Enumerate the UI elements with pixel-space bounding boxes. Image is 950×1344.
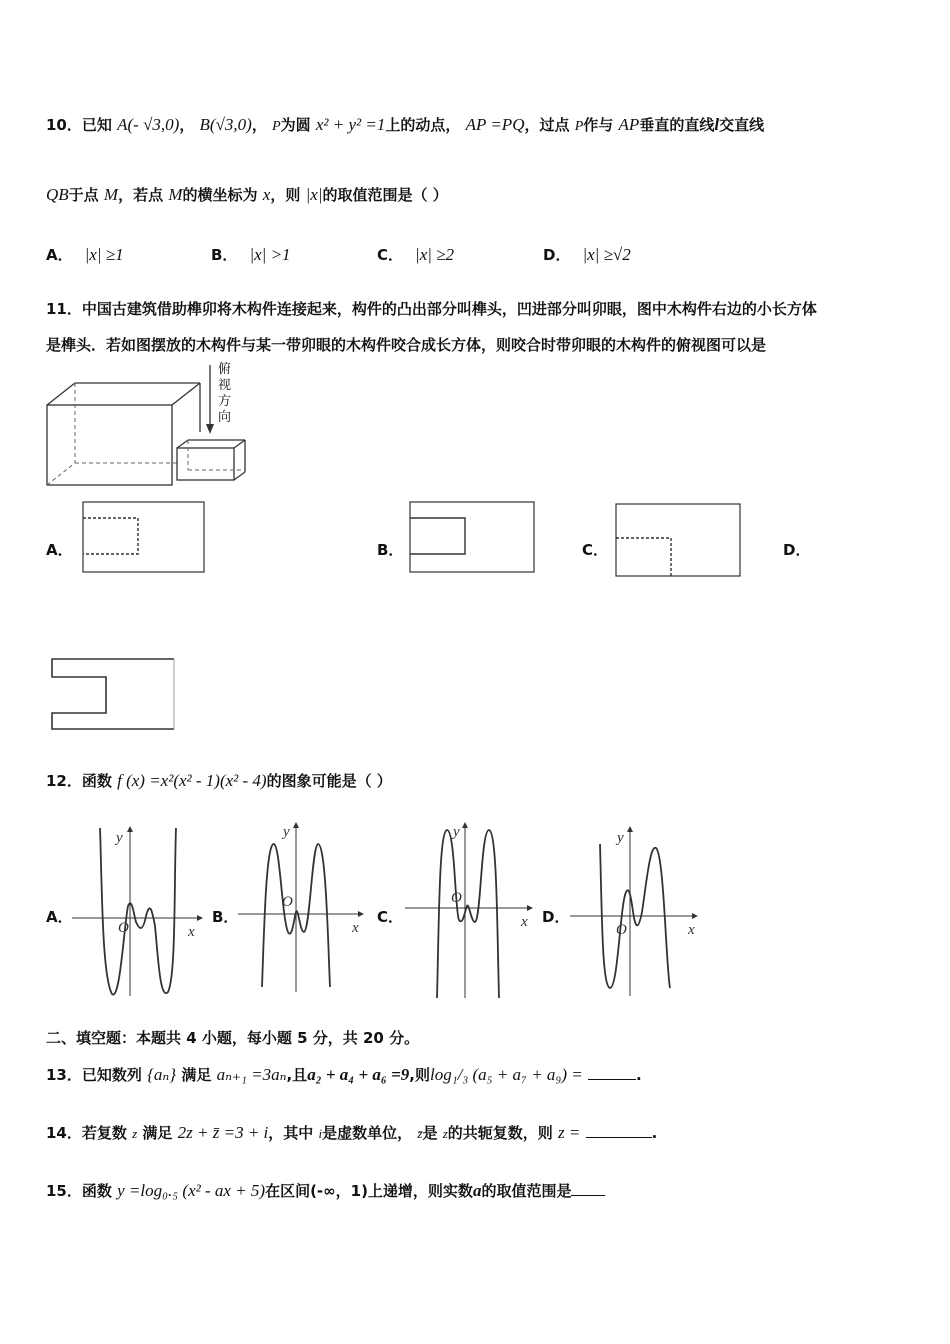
q11-line2: 是榫头．若如图摆放的木构件与某一带卯眼的木构件咬合成长方体，则咬合时带卯眼的木构件的俯视图可以是: [46, 336, 767, 354]
q12-graph-a: [72, 826, 202, 1001]
svg-text:x: x: [188, 924, 195, 940]
q13-stem: 13．已知数列 {aₙ} 满足 aₙ₊₁ =3aₙ,且a₂ + a₄ + a₆ =9,则log₁/₃ (a₅ + a₇ + a₉) = .: [46, 1065, 642, 1084]
q11-label-d: D．: [783, 541, 811, 559]
q14-stem: 14．若复数 z 满足 2z + z̄ =3 + i，其中 i是虚数单位， z̄是 z的共轭复数，则 z = .: [46, 1123, 658, 1142]
svg-text:y: y: [453, 824, 460, 840]
q12-graph-b: [238, 822, 368, 997]
svg-text:y: y: [617, 830, 624, 846]
q11-label-b: B．: [377, 541, 404, 559]
q11-option-a-figure: [80, 500, 208, 576]
section2-heading: 二、填空题：本题共 4 小题，每小题 5 分，共 20 分。: [46, 1029, 420, 1047]
q10-circle-eq: x² + y² =1: [315, 115, 386, 134]
wood-component-figure: [40, 360, 250, 495]
svg-text:x: x: [688, 922, 695, 938]
q11-option-d-figure: [48, 657, 180, 733]
view-direction-label: 俯 视 方 向: [218, 362, 232, 425]
q10-option-a: A． |x| ≥1: [46, 245, 124, 264]
q10-line1: 10．已知 A(- √3,0)， B(√3,0)， P为圆 x² + y² =1上的动点， AP =PQ，过点 P作与 AP垂直的直线l交直线: [46, 115, 765, 134]
q10-option-b: B． |x| >1: [211, 245, 291, 264]
svg-text:O: O: [616, 922, 627, 938]
q10-number: 10．已知: [46, 116, 112, 134]
q12-label-c: C．: [377, 908, 404, 926]
q12-function: f (x) =x²(x² - 1)(x² - 4): [117, 771, 267, 790]
q12-label-b: B．: [212, 908, 239, 926]
q11-line1: 11．中国古建筑借助榫卯将木构件连接起来，构件的凸出部分叫榫头，凹进部分叫卯眼，图中木构件右边的小长方体: [46, 300, 817, 318]
q10-ap-pq: AP =PQ: [465, 115, 525, 134]
q12-label-d: D．: [542, 908, 570, 926]
svg-text:y: y: [116, 830, 123, 846]
q10-point-b: B(√3,0): [199, 115, 252, 134]
svg-text:O: O: [118, 920, 129, 936]
q15-answer-blank[interactable]: [571, 1181, 605, 1196]
q12-label-a: A．: [46, 908, 73, 926]
q12-graph-d: [570, 826, 702, 1001]
q11-label-a: A．: [46, 541, 73, 559]
svg-text:O: O: [451, 890, 462, 906]
q11-label-c: C．: [582, 541, 609, 559]
svg-text:x: x: [352, 920, 359, 936]
q10-line2: QB于点 M，若点 M的横坐标为 x，则 |x|的取值范围是（ ）: [46, 185, 448, 204]
q10-option-d: D． |x| ≥√2: [543, 245, 631, 264]
q14-answer-blank[interactable]: [586, 1123, 652, 1138]
q12-stem: 12．函数 f (x) =x²(x² - 1)(x² - 4)的图象可能是（ ）: [46, 771, 392, 790]
q10-point-a: A(- √3,0): [117, 115, 180, 134]
q11-option-b-figure: [407, 500, 537, 576]
q10-point-p: P: [272, 119, 281, 134]
q13-answer-blank[interactable]: [588, 1065, 636, 1080]
svg-text:x: x: [521, 914, 528, 930]
q12-graph-c: [405, 822, 537, 1002]
svg-text:O: O: [282, 894, 293, 910]
svg-text:y: y: [283, 824, 290, 840]
q15-stem: 15．函数 y =log₀.₅ (x² - ax + 5)在区间(-∞，1)上递增，则实数a的取值范围是: [46, 1180, 605, 1201]
q10-option-c: C． |x| ≥2: [377, 245, 454, 264]
q11-option-c-figure: [613, 502, 743, 578]
